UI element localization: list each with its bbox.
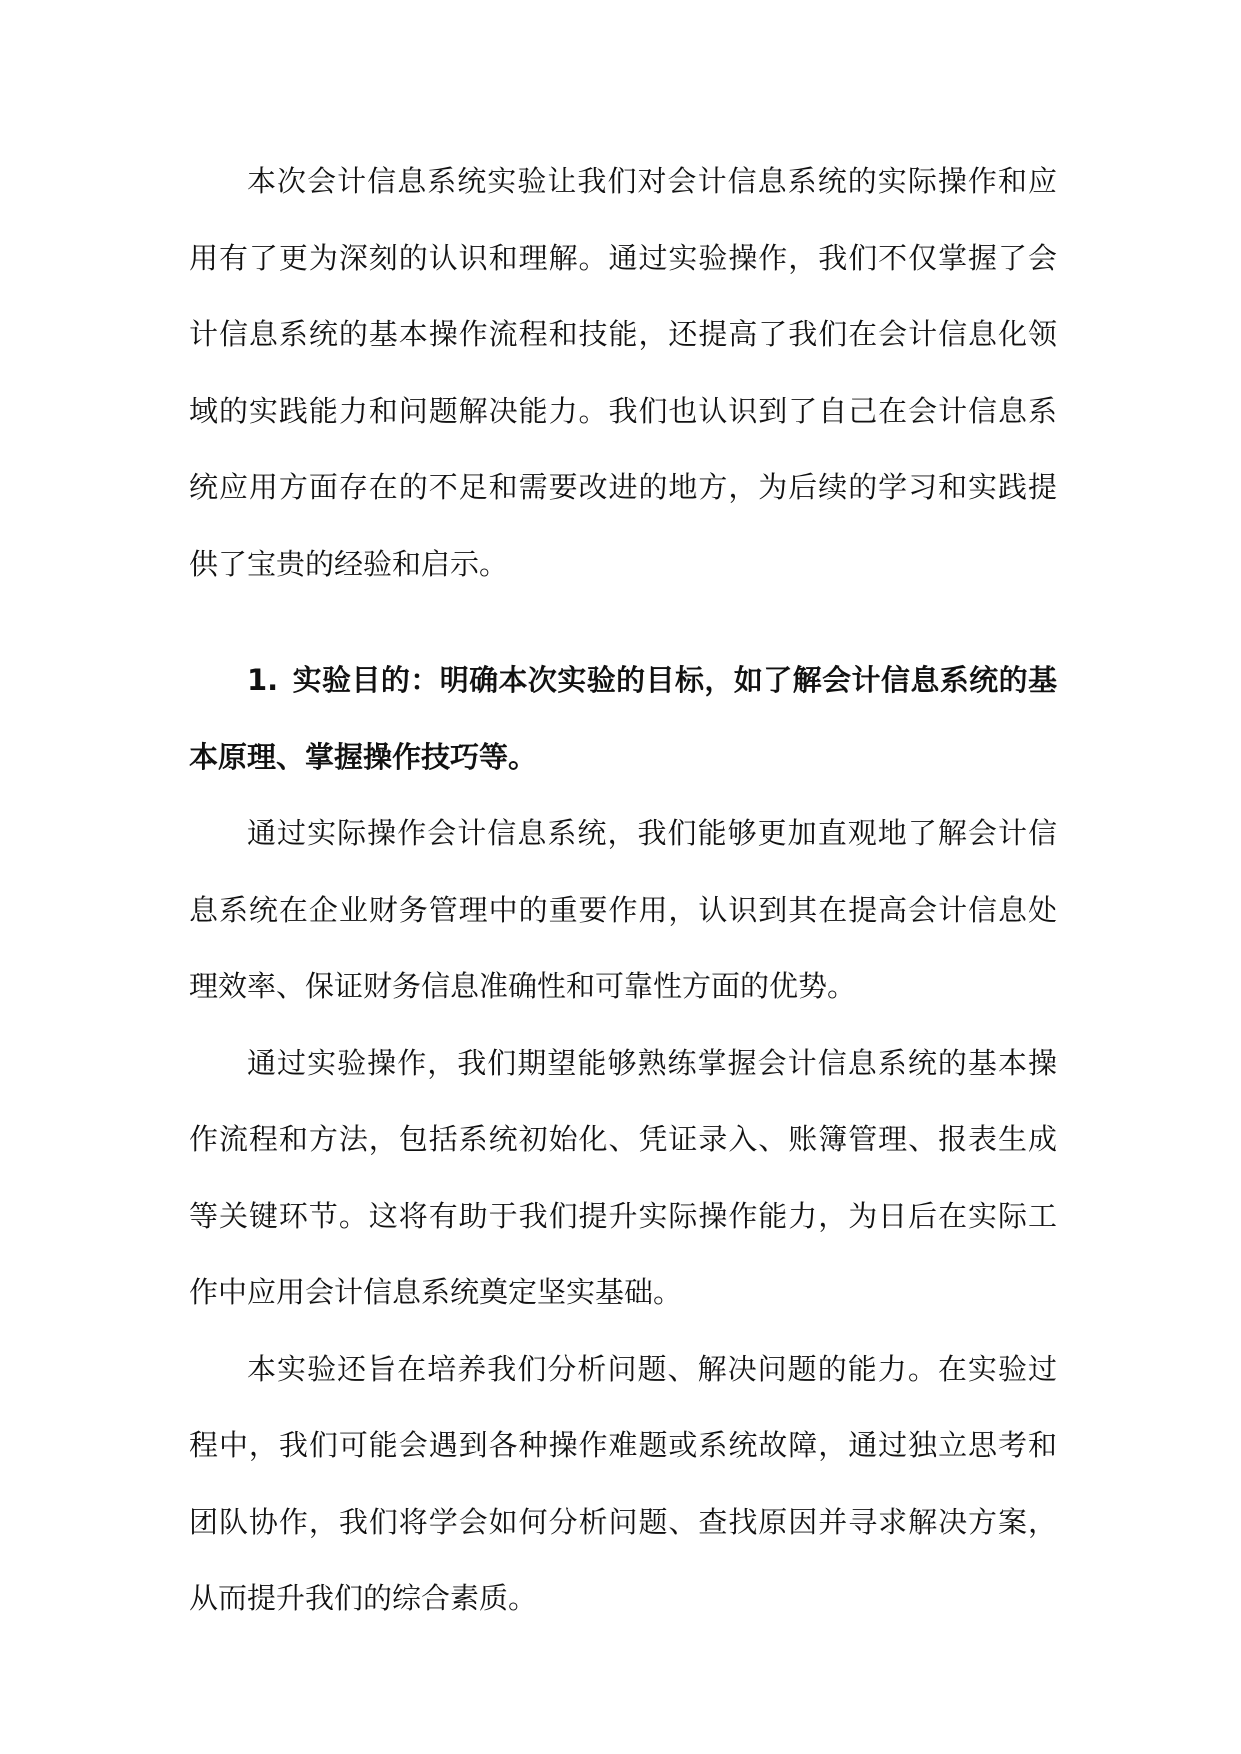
section-heading: [189, 642, 1057, 795]
body-paragraph: 本实验还旨在培养我们分析问题、解决问题的能力。在实验过程中，我们可能会遇到各种操作难题或系统故障，通过独立思考和团队协作，我们将学会如何分析问题、查找原因并寻求解决方案，从而提升我们的综合素质。: [189, 1351, 1057, 1615]
document-body: [189, 143, 1057, 1637]
body-paragraph: 通过实际操作会计信息系统，我们能够更加直观地了解会计信息系统在企业财务管理中的重要作用，认识到其在提高会计信息处理效率、保证财务信息准确性和可靠性方面的优势。: [189, 816, 1057, 1003]
body-paragraph: 通过实验操作，我们期望能够熟练掌握会计信息系统的基本操作流程和方法，包括系统初始化、凭证录入、账簿管理、报表生成等关键环节。这将有助于我们提升实际操作能力，为日后在实际工作中应用会计信息系统奠定坚实基础。: [189, 1045, 1057, 1309]
section-heading-text: 实验目的：明确本次实验的目标，如了解会计信息系统的基本原理、掌握操作技巧等。: [189, 663, 1057, 774]
section-number: 1.: [247, 663, 279, 697]
intro-paragraph: 本次会计信息系统实验让我们对会计信息系统的实际操作和应用有了更为深刻的认识和理解。通过实验操作，我们不仅掌握了会计信息系统的基本操作流程和技能，还提高了我们在会计信息化领域的实践能力和问题解决能力。我们也认识到了自己在会计信息系统应用方面存在的不足和需要改进的地方，为后续的学习和实践提供了宝贵的经验和启示。: [189, 164, 1057, 581]
